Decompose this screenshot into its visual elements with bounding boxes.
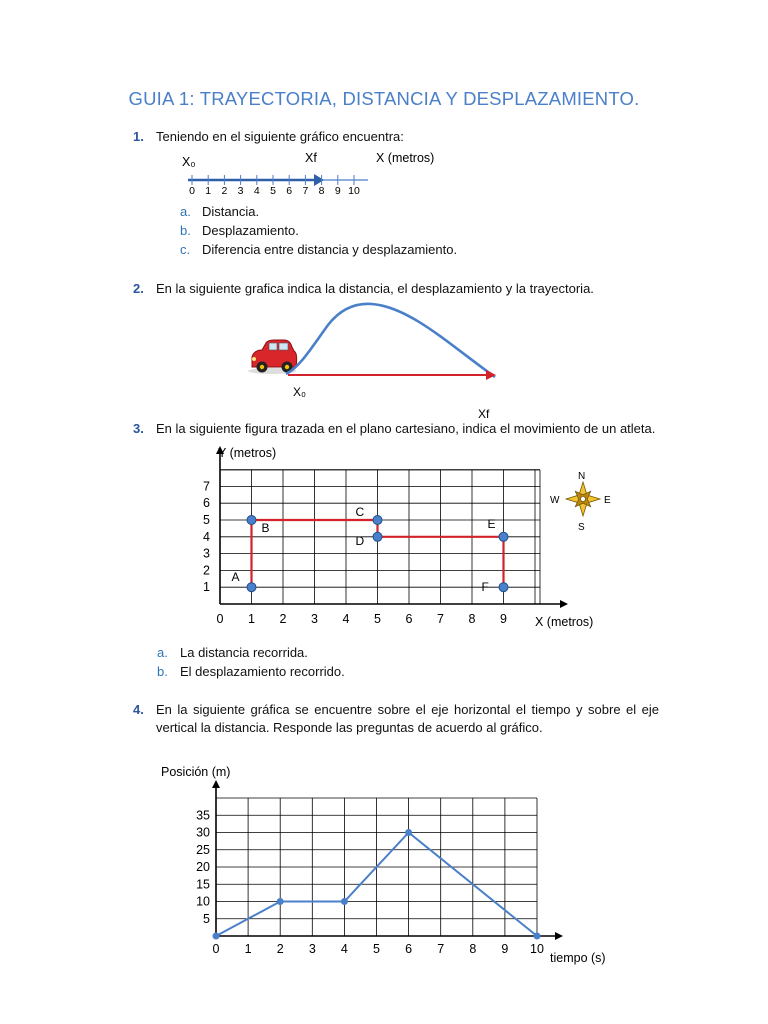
q3-point-label: D: [355, 533, 365, 548]
q2-trajectory-curve: [286, 304, 495, 377]
q4-y-tick-label: 20: [196, 860, 210, 874]
q3-y-tick-label: 6: [203, 496, 210, 511]
q3-x-tick-label: 9: [500, 612, 507, 626]
q4-y-axis-arrow: [212, 780, 220, 788]
q4-x-tick-label: 7: [437, 942, 445, 956]
q3-x-tick-label: 7: [437, 612, 444, 626]
q3-point-d: [373, 532, 382, 541]
q4-x-axis-arrow: [555, 932, 563, 940]
q3-y-tick-label: 1: [203, 580, 210, 595]
q2-text: En la siguiente grafica indica la distancia, el desplazamiento y la trayectoria.: [156, 281, 594, 296]
q2-trajectory-figure: [240, 295, 520, 425]
q3-b-letter: b.: [157, 664, 168, 679]
compass-n: N: [578, 471, 586, 482]
q3-point-c: [373, 516, 382, 525]
q1-text: Teniendo en el siguiente gráfico encuentra:: [156, 129, 404, 144]
q4-position-time-chart: [160, 760, 630, 970]
q1-tick-label: 1: [205, 185, 212, 197]
q4-y-tick-label: 5: [203, 911, 210, 926]
q3-x-tick-label: 3: [311, 612, 318, 626]
q1-tick-label: 6: [286, 185, 293, 197]
q3-a-text: La distancia recorrida.: [180, 645, 308, 660]
q4-data-point: [341, 898, 348, 905]
q4-ylabel: Posición (m): [161, 765, 231, 779]
q4-y-tick-label: 35: [196, 808, 210, 823]
q4-xlabel: tiempo (s): [550, 951, 606, 965]
q1-a-letter: a.: [180, 204, 191, 219]
q4-y-tick-label: 30: [196, 825, 210, 840]
q1-tick-label: 4: [253, 185, 260, 197]
q2-x0-label: X₀: [293, 385, 306, 399]
q3-ylabel: Y (metros): [218, 446, 277, 460]
q4-y-tick-label: 15: [196, 877, 210, 892]
q4-number: 4.: [133, 702, 144, 717]
q1-tick-label: 5: [270, 185, 276, 197]
q3-x-tick-label: 6: [405, 612, 413, 626]
q3-y-tick-label: 2: [203, 563, 210, 578]
q1-number: 1.: [133, 129, 144, 144]
q3-a-letter: a.: [157, 645, 168, 660]
q4-data-point: [213, 933, 220, 940]
q3-x-tick-label: 5: [374, 612, 381, 626]
q3-x-tick-label: 4: [342, 612, 350, 626]
q4-x-tick-label: 0: [212, 942, 220, 956]
q3-x-tick-label: 2: [279, 612, 287, 626]
q4-x-tick-label: 5: [373, 942, 380, 956]
q3-xlabel: X (metros): [535, 615, 594, 629]
q4-x-tick-label: 8: [469, 942, 477, 956]
q3-y-tick-label: 3: [203, 546, 210, 561]
q1-tick-label: 2: [221, 185, 228, 197]
q3-point-f: [499, 583, 508, 592]
q4-text-line1: En la siguiente gráfica se encuentre sobre el eje horizontal el tiempo y sobre el eje: [156, 702, 659, 717]
car-icon: [248, 340, 297, 374]
q1-a-text: Distancia.: [202, 204, 260, 219]
q3-y-tick-label: 4: [203, 529, 210, 544]
q3-x-tick-label: 0: [216, 612, 224, 626]
q4-text-line2: vertical la distancia. Responde las preguntas de acuerdo al gráfico.: [156, 720, 543, 735]
q2-xf-label: Xf: [478, 407, 490, 421]
q4-x-tick-label: 4: [340, 942, 348, 956]
q4-y-tick-label: 10: [196, 894, 210, 909]
q1-c-text: Diferencia entre distancia y desplazamiento.: [202, 242, 458, 257]
q1-tick-label: 10: [348, 185, 360, 197]
compass-e: E: [604, 495, 611, 506]
q4-y-tick-label: 25: [196, 842, 210, 857]
q3-point-e: [499, 532, 508, 541]
q3-x-axis-arrow: [560, 600, 568, 608]
q4-x-tick-label: 6: [405, 942, 413, 956]
q3-point-label: E: [487, 516, 496, 531]
q3-point-label: B: [261, 521, 270, 535]
q1-xf-label: Xf: [305, 151, 317, 165]
q3-x-tick-label: 1: [248, 612, 255, 626]
q2-number: 2.: [133, 281, 144, 296]
q4-x-tick-label: 1: [244, 942, 252, 956]
q4-x-tick-label: 9: [501, 942, 509, 956]
q3-y-tick-label: 7: [203, 479, 210, 494]
q3-point-b: [247, 516, 256, 525]
q3-y-tick-label: 5: [203, 513, 210, 527]
q1-axis-label: X (metros): [376, 151, 435, 165]
compass-w: W: [550, 495, 560, 506]
q1-b-text: Desplazamiento.: [202, 223, 299, 238]
q1-tick-label: 9: [334, 185, 341, 197]
page-title: GUIA 1: TRAYECTORIA, DISTANCIA Y DESPLAZAMIENTO.: [128, 88, 640, 109]
q4-data-point: [534, 933, 541, 940]
compass-rose-icon: [548, 468, 618, 532]
q3-point-label: C: [355, 505, 365, 519]
q3-cartesian-chart: [190, 440, 610, 640]
q3-x-tick-label: 8: [468, 612, 476, 626]
q1-tick-label: 3: [237, 185, 244, 197]
q3-text: En la siguiente figura trazada en el plano cartesiano, indica el movimiento de un atleta.: [156, 421, 656, 436]
q1-tick-label: 0: [189, 185, 195, 197]
q1-tick-label: 8: [318, 185, 325, 197]
q1-number-line: [170, 145, 470, 205]
q1-b-letter: b.: [180, 223, 191, 238]
q4-x-tick-label: 3: [308, 942, 316, 956]
q3-point-label: F: [481, 580, 489, 595]
q3-point-label: A: [231, 570, 240, 585]
q2-arrow-head: [486, 370, 496, 380]
q3-number: 3.: [133, 421, 144, 436]
q4-x-tick-label: 2: [276, 942, 284, 956]
q3-b-text: El desplazamiento recorrido.: [180, 664, 345, 679]
q4-x-tick-label: 10: [530, 942, 544, 956]
q1-tick-label: 7: [302, 185, 309, 197]
q4-data-point: [405, 829, 412, 836]
q1-c-letter: c.: [180, 242, 191, 257]
compass-s: S: [578, 522, 585, 532]
q3-point-a: [247, 583, 256, 592]
q4-data-point: [277, 898, 284, 905]
q1-x0-label: X₀: [182, 155, 196, 169]
